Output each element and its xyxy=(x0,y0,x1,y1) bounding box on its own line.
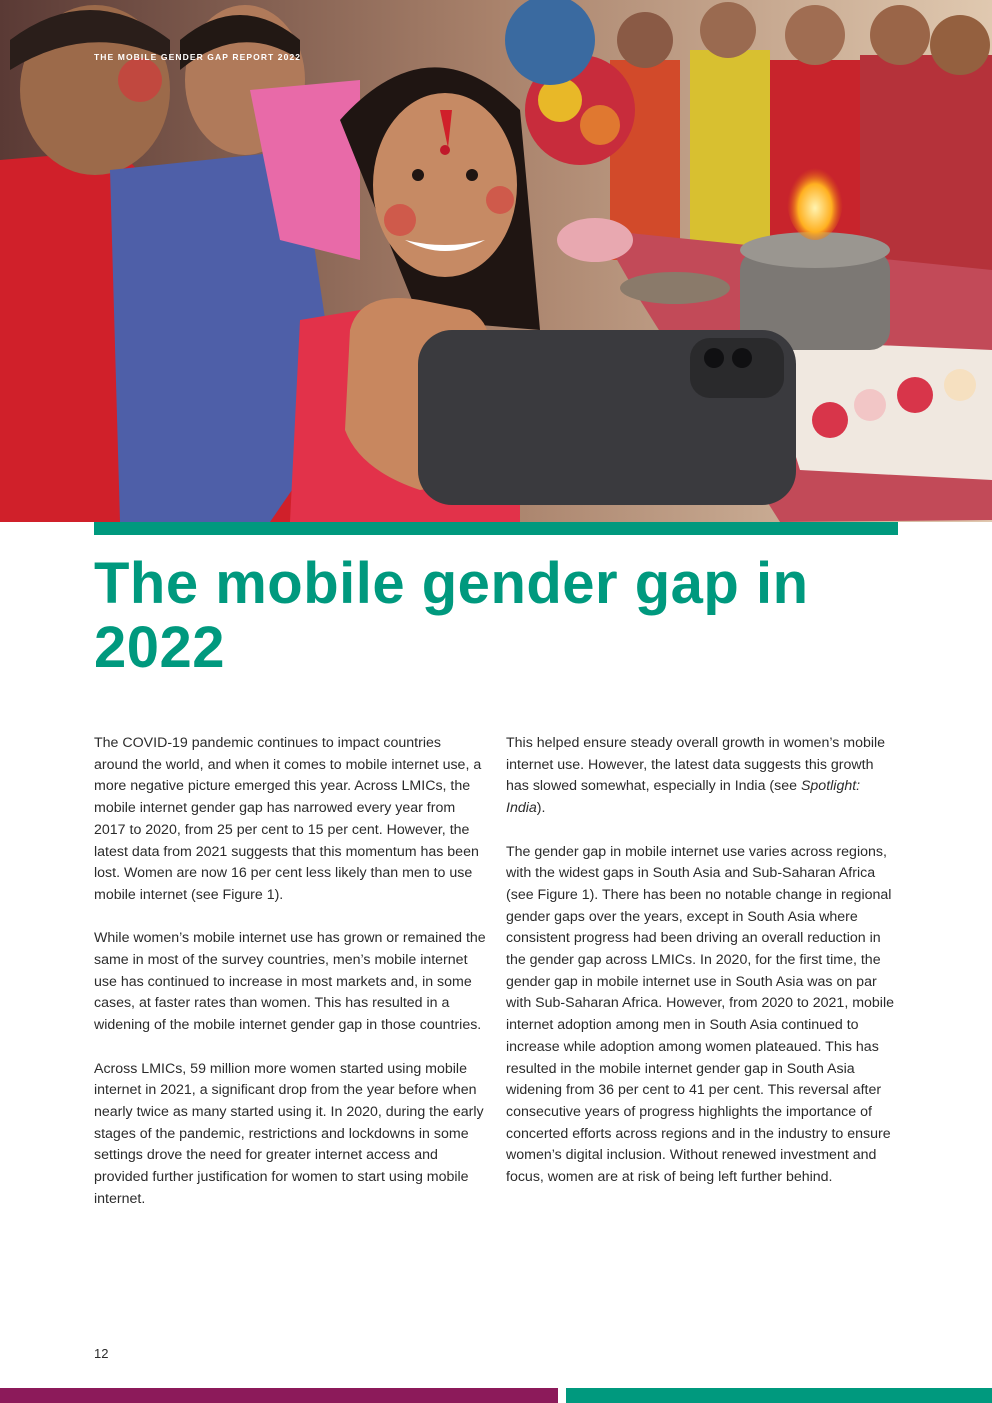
footer-bar-plum xyxy=(0,1388,558,1403)
paragraph-text: ). xyxy=(536,800,546,817)
paragraph: While women’s mobile internet use has grown or remained the same in most of the survey countries, men’s mobile internet use has continued to increase in most markets and, in some cases, at faster rates than women. This has resulted in a widening of the mobile internet gender gap in those countries. xyxy=(94,930,486,1034)
paragraph: The COVID-19 pandemic continues to impact countries around the world, and when it comes to mobile internet use, a more negative picture emerged this year. Across LMICs, the mobile internet gender gap has narrowed every year from 2017 to 2020, from 25 per cent to 15 per cent. However, the latest data from 2021 suggests that this momentum has been lost. Women are now 16 per cent less likely than men to use mobile internet (see Figure 1). xyxy=(94,735,482,903)
paragraph: Across LMICs, 59 million more women started using mobile internet in 2021, a significant drop from the year before when nearly twice as many started using it. In 2020, during the early stages of the pandemic, restrictions and lockdowns in some settings drove the need for greater internet access and provided further justification for women to start using mobile internet. xyxy=(94,1060,484,1207)
running-header: THE MOBILE GENDER GAP REPORT 2022 xyxy=(94,52,302,62)
spotlight-reference: Spotlight: India xyxy=(506,778,861,817)
left-text-column xyxy=(94,733,486,1232)
title-accent-bar xyxy=(94,522,898,535)
page-title: The mobile gender gap in 2022 xyxy=(94,551,809,680)
paragraph-text: This helped ensure steady overall growth in women’s mobile internet use. However, the latest data suggests this growth has slowed somewhat, especially in India (see xyxy=(506,735,886,795)
footer-bar-teal xyxy=(566,1388,992,1403)
festival-selfie-photo xyxy=(0,0,992,522)
paragraph: The gender gap in mobile internet use varies across regions, with the widest gaps in South Asia and Sub-Saharan Africa (see Figure 1). There has been no notable change in regional gender gaps over the years, except in South Asia where consistent progress had been driving an overall reduction in the gender gap across LMICs. In 2020, for the first time, the gender gap in mobile internet use in South Asia was on par with Sub-Saharan Africa. However, from 2020 to 2021, mobile internet adoption among men in South Asia continued to increase while adoption among women plateaued. This has resulted in the mobile internet gender gap in South Asia widening from 36 per cent to 41 per cent. This reversal after consecutive years of progress highlights the importance of concerted efforts across regions and in the industry to ensure women’s digital inclusion. Without renewed investment and focus, women are at risk of being left further behind. xyxy=(506,843,895,1186)
paragraph xyxy=(506,733,898,820)
page-number: 12 xyxy=(94,1346,109,1361)
right-text-column xyxy=(506,733,898,1210)
